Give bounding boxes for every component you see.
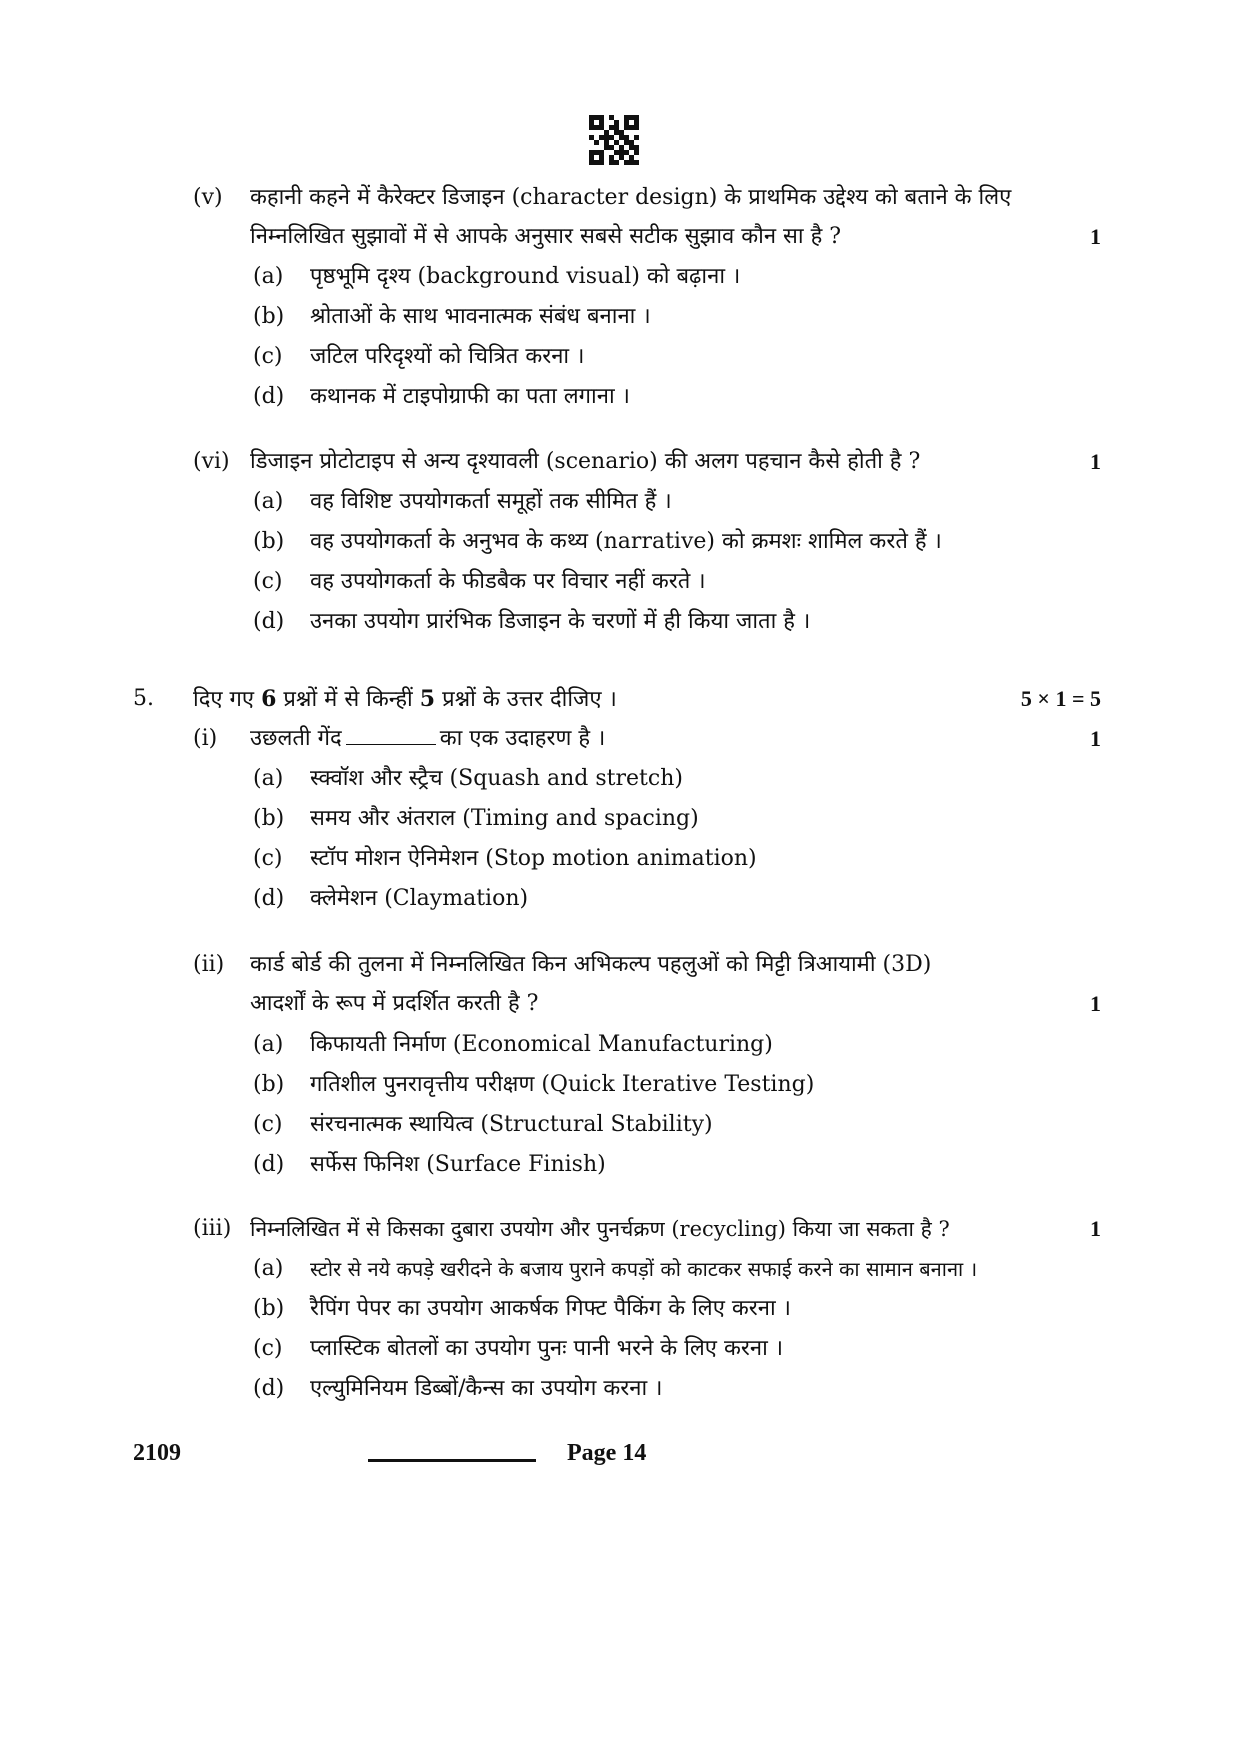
question-number: (vi) [193,449,230,474]
section-number: 5. [133,686,154,711]
option-label: (d) [253,1152,285,1177]
option-label: (a) [253,264,284,289]
section-marks: 5 × 1 = 5 [1020,686,1101,711]
section-instruction [193,684,617,715]
question-number: (ii) [193,952,225,977]
paper-code: 2109 [133,1440,181,1466]
option-label: (d) [253,384,285,409]
question-text: आदर्शों के रूप में प्रदर्शित करती है ? [250,991,539,1016]
option-label: (b) [253,1072,285,1097]
question-text: कार्ड बोर्ड की तुलना में निम्नलिखित किन अभिकल्प पहलुओं को मिट्टी त्रिआयामी (3D) [250,952,932,977]
option-text: स्टोर से नये कपड़े खरीदने के बजाय पुराने कपड़ों को काटकर सफाई करने का सामान बनाना । [310,1257,978,1281]
question-text: कहानी कहने में कैरेक्टर डिजाइन (character design) के प्राथमिक उद्देश्य को बताने के लिए [250,185,1012,210]
question-mark: 1 [1090,1216,1101,1241]
option-text: वह विशिष्ट उपयोगकर्ता समूहों तक सीमित हैं । [310,489,672,514]
question-number: (i) [193,726,218,751]
option-label: (c) [253,344,283,369]
option-text: एल्युमिनियम डिब्बों/कैन्स का उपयोग करना । [310,1376,663,1401]
option-label: (d) [253,1376,285,1401]
option-text: क्लेमेशन (Claymation) [310,886,529,911]
option-text: संरचनात्मक स्थायित्व (Structural Stability) [310,1112,713,1137]
question-mark: 1 [1090,449,1101,474]
option-text: जटिल परिदृश्यों को चित्रित करना । [310,344,585,369]
option-label: (c) [253,846,283,871]
option-label: (c) [253,1112,283,1137]
question-text: डिजाइन प्रोटोटाइप से अन्य दृश्यावली (scenario) की अलग पहचान कैसे होती है ? [250,449,921,474]
fill-blank [346,726,436,745]
option-label: (a) [253,766,284,791]
instruction-text: प्रश्नों में से किन्हीं [283,687,413,712]
instruction-count: 6 [261,686,277,712]
option-label: (c) [253,569,283,594]
option-text: उनका उपयोग प्रारंभिक डिजाइन के चरणों में ही किया जाता है । [310,609,811,634]
option-text: पृष्ठभूमि दृश्य (background visual) को बढ़ाना । [310,264,741,289]
option-label: (b) [253,1296,285,1321]
option-text: स्टॉप मोशन ऐनिमेशन (Stop motion animation) [310,846,757,871]
option-label: (d) [253,609,285,634]
instruction-text: दिए गए [193,687,255,712]
instruction-count: 5 [419,686,436,712]
option-text: समय और अंतराल (Timing and spacing) [310,806,699,831]
option-text: कथानक में टाइपोग्राफी का पता लगाना । [310,384,630,409]
question-text-part: का एक उदाहरण है । [439,726,606,751]
question-number: (v) [193,185,223,210]
option-label: (b) [253,529,285,554]
option-text: स्क्वॉश और स्ट्रैच (Squash and stretch) [310,766,683,791]
option-text: प्लास्टिक बोतलों का उपयोग पुनः पानी भरने के लिए करना । [310,1336,784,1361]
option-text: किफायती निर्माण (Economical Manufacturing) [310,1032,773,1057]
option-label: (d) [253,886,285,911]
instruction-text: प्रश्नों के उत्तर दीजिए । [442,687,617,712]
question-text: निम्नलिखित सुझावों में से आपके अनुसार सबसे सटीक सुझाव कौन सा है ? [250,224,842,249]
question-number: (iii) [193,1216,232,1241]
option-text: श्रोताओं के साथ भावनात्मक संबंध बनाना । [310,304,651,329]
question-text-part: उछलती गेंद [250,726,342,751]
qr-code-icon [589,115,639,165]
question-mark: 1 [1090,726,1101,751]
option-label: (c) [253,1336,283,1361]
option-label: (a) [253,1256,284,1281]
question-text: निम्नलिखित में से किसका दुबारा उपयोग और पुनर्चक्रण (recycling) किया जा सकता है ? [250,1217,950,1241]
option-text: वह उपयोगकर्ता के फीडबैक पर विचार नहीं करते । [310,569,706,594]
option-label: (a) [253,489,284,514]
question-mark: 1 [1090,991,1101,1016]
option-text: रैपिंग पेपर का उपयोग आकर्षक गिफ्ट पैकिंग के लिए करना । [310,1296,792,1321]
footer-divider [368,1459,536,1462]
option-label: (b) [253,304,285,329]
option-label: (b) [253,806,285,831]
option-text: सर्फेस फिनिश (Surface Finish) [310,1152,606,1177]
question-text [250,724,605,754]
question-mark: 1 [1090,224,1101,249]
option-label: (a) [253,1032,284,1057]
option-text: वह उपयोगकर्ता के अनुभव के कथ्य (narrative) को क्रमशः शामिल करते हैं । [310,529,942,554]
page-number: Page 14 [567,1440,647,1466]
option-text: गतिशील पुनरावृत्तीय परीक्षण (Quick Iterative Testing) [310,1072,815,1097]
